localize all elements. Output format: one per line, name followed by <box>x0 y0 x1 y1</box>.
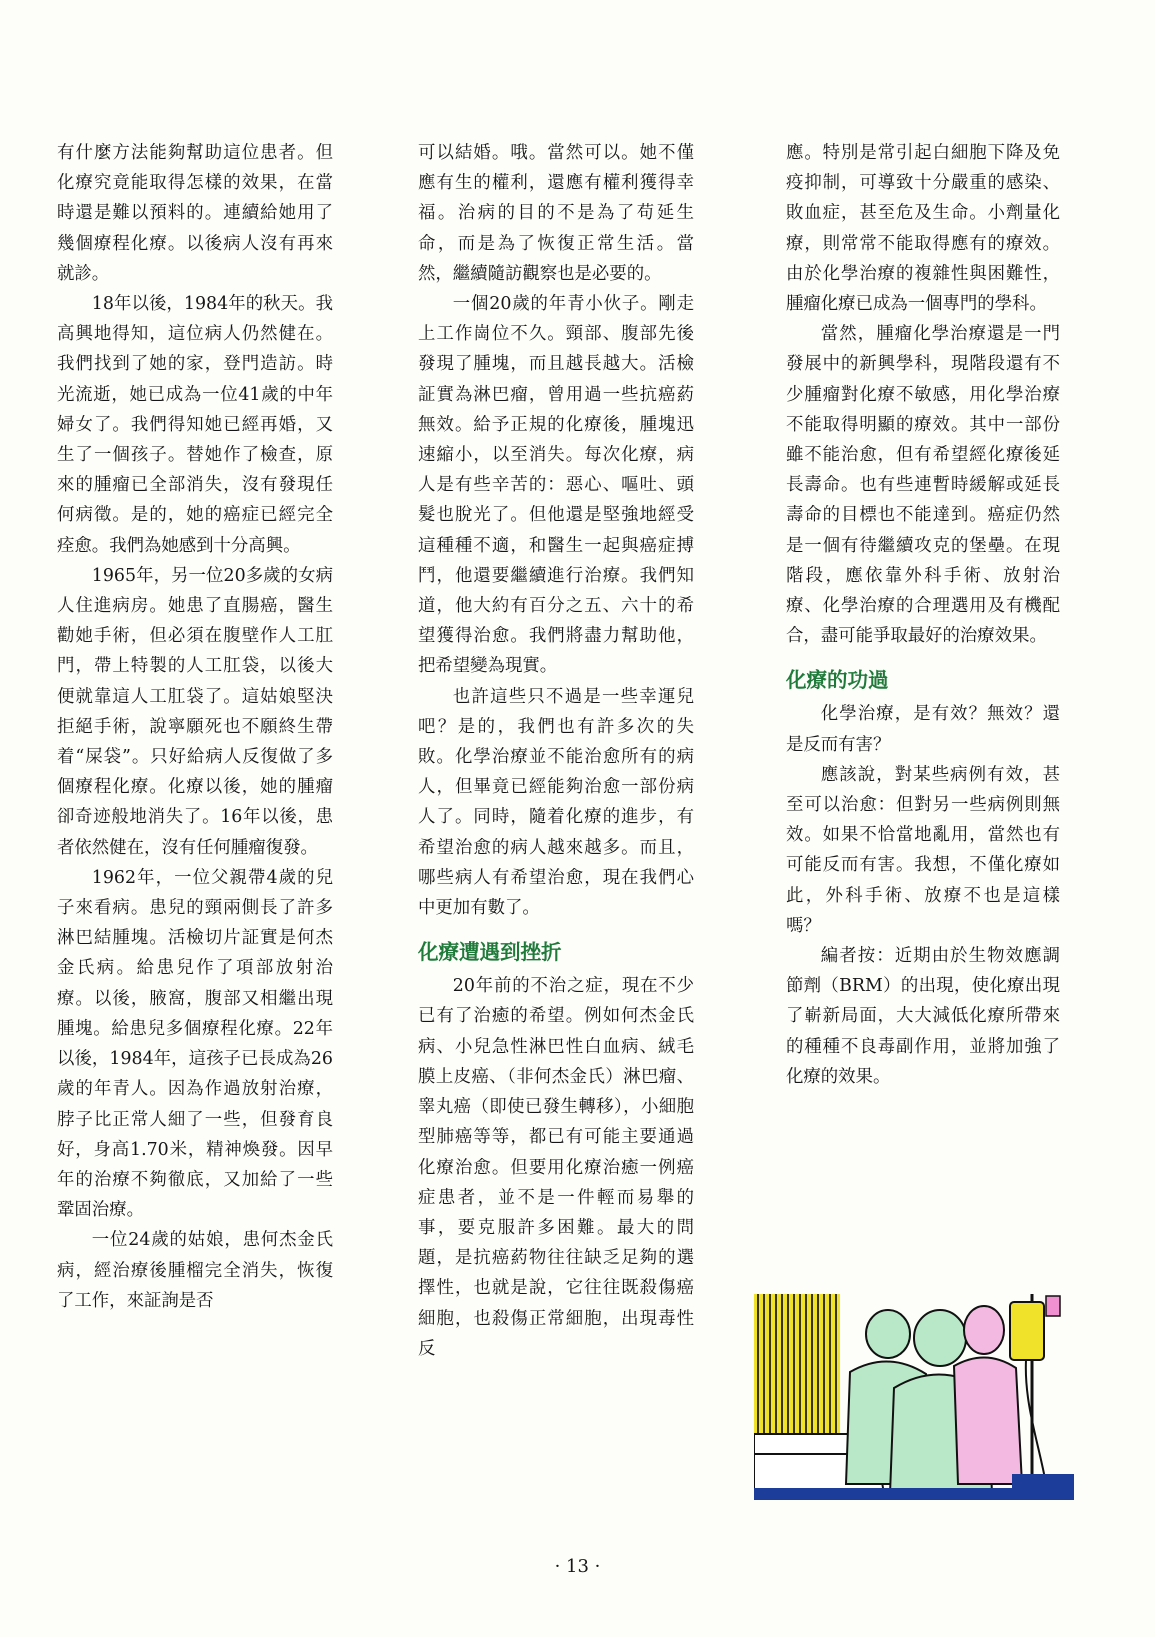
paragraph: 1962年，一位父親帶4歲的兒子來看病。患兒的頸兩側長了許多淋巴結腫塊。活檢切片証實是何杰金氏病。給患兒作了項部放射治療。以後，腋窩，腹部又相繼出現腫塊。給患兒多個療程化療。22年以後，1984年，這孩子已長成為26歲的年青人。因為作過放射治療，脖子比正常人細了一些，但發育良好，身高1.70米，精神煥發。因早年的治療不夠徹底，又加給了一些鞏固治療。 <box>57 867 333 1221</box>
paragraph: 應該說，對某些病例有效，甚至可以治愈：但對另一些病例則無效。如果不恰當地亂用，當然也有可能反而有害。我想，不僅化療如此，外科手術、放療不也是這樣嗎？ <box>786 764 1060 936</box>
section-heading: 化療遭遇到挫折 <box>418 940 562 965</box>
column-1 <box>57 138 333 1316</box>
page-number: · 13 · <box>554 1556 601 1577</box>
paragraph: 當然，腫瘤化學治療還是一門發展中的新興學科，現階段還有不少腫瘤對化療不敏感，用化學治療不能取得明顯的療效。其中一部份雖不能治愈，但有希望經化療後延長壽命。也有些連暫時緩解或延長壽命的目標也不能達到。癌症仍然是一個有待繼續攻克的堡壘。在現階段，應依靠外科手術、放射治療、化學治療的合理選用及有機配合，盡可能爭取最好的治療效果。 <box>786 324 1060 647</box>
paragraph: 一個20歲的年青小伙子。剛走上工作崗位不久。頸部、腹部先後發現了腫塊，而且越長越大。活檢証實為淋巴瘤，曾用過一些抗癌葯無效。給予正規的化療後，腫塊迅速縮小，以至消失。每次化療，病人是有些辛苦的：惡心、嘔吐、頭髮也脫光了。但他還是堅強地經受這種種不適，和醫生一起與癌症搏鬥，他還要繼續進行治療。我們知道，他大約有百分之五、六十的希望獲得治愈。我們將盡力幫助他，把希望變為現實。 <box>418 294 694 677</box>
paragraph: 有什麼方法能夠幫助這位患者。但化療究竟能取得怎樣的效果，在當時還是難以預料的。連續給她用了幾個療程化療。以後病人沒有再來就診。 <box>57 143 333 284</box>
paragraph: 1965年，另一位20多歲的女病人住進病房。她患了直腸癌，醫生勸她手術，但必須在腹壁作人工肛門，帶上特製的人工肛袋，以後大便就靠這人工肛袋了。這姑娘堅決拒絕手術，說寧願死也不願終生帶着“屎袋”。只好給病人反復做了多個療程化療。化療以後，她的腫瘤卻奇迹般地消失了。16年以後，患者依然健在，沒有任何腫瘤復發。 <box>57 565 333 858</box>
paragraph: 編者按：近期由於生物效應調節劑（BRM）的出現，使化療出現了嶄新局面，大大減低化療所帶來的種種不良毒副作用，並將加強了化療的效果。 <box>786 946 1060 1087</box>
paragraph: 應。特別是常引起白細胞下降及免疫抑制，可導致十分嚴重的感染、敗血症，甚至危及生命。小劑量化療，則常常不能取得應有的療效。由於化學治療的複雜性與困難性，腫瘤化療已成為一個專門的學科。 <box>786 143 1060 315</box>
doctors-at-bedside-illustration <box>754 1294 1074 1506</box>
paragraph: 也許這些只不過是一些幸運兒吧？是的，我們也有許多次的失敗。化學治療並不能治愈所有的病人，但畢竟已經能夠治愈一部份病人了。同時，隨着化療的進步，有希望治愈的病人越來越多。而且，哪些病人有希望治愈，現在我們心中更加有數了。 <box>418 686 694 919</box>
paragraph: 一位24歲的姑娘，患何杰金氏病，經治療後腫榴完全消失，恢復了工作，來証詢是否 <box>57 1230 333 1311</box>
paragraph: 可以結婚。哦。當然可以。她不僅應有生的權利，還應有權利獲得幸福。治病的目的不是為了苟延生命，而是為了恢復正常生活。當然，繼續隨訪觀察也是必要的。 <box>418 143 694 284</box>
paragraph: 化學治療，是有效？無效？還是反而有害？ <box>786 704 1060 755</box>
paragraph: 20年前的不治之症，現在不少已有了治癒的希望。例如何杰金氏病、小兒急性淋巴性白血病、絨毛膜上皮癌、（非何杰金氏）淋巴瘤、睾丸癌（即使已發生轉移），小細胞型肺癌等等，都已有可能主要通過化療治愈。但要用化療治癒一例癌症患者，並不是一件輕而易舉的事，要克服許多困難。最大的問題，是抗癌葯物往往缺乏足夠的選擇性，也就是說，它往往既殺傷癌細胞，也殺傷正常細胞，出現毒性反 <box>418 976 694 1359</box>
section-heading: 化療的功過 <box>786 668 889 693</box>
column-2 <box>418 138 694 1364</box>
paragraph: 18年以後，1984年的秋天。我高興地得知，這位病人仍然健在。我們找到了她的家，登門造訪。時光流逝，她已成為一位41歲的中年婦女了。我們得知她已經再婚，又生了一個孩子。替她作了檢查，原來的腫瘤已全部消失，沒有發現任何病徵。是的，她的癌症已經完全痊愈。我們為她感到十分高興。 <box>57 294 333 556</box>
column-3 <box>786 138 1060 1092</box>
